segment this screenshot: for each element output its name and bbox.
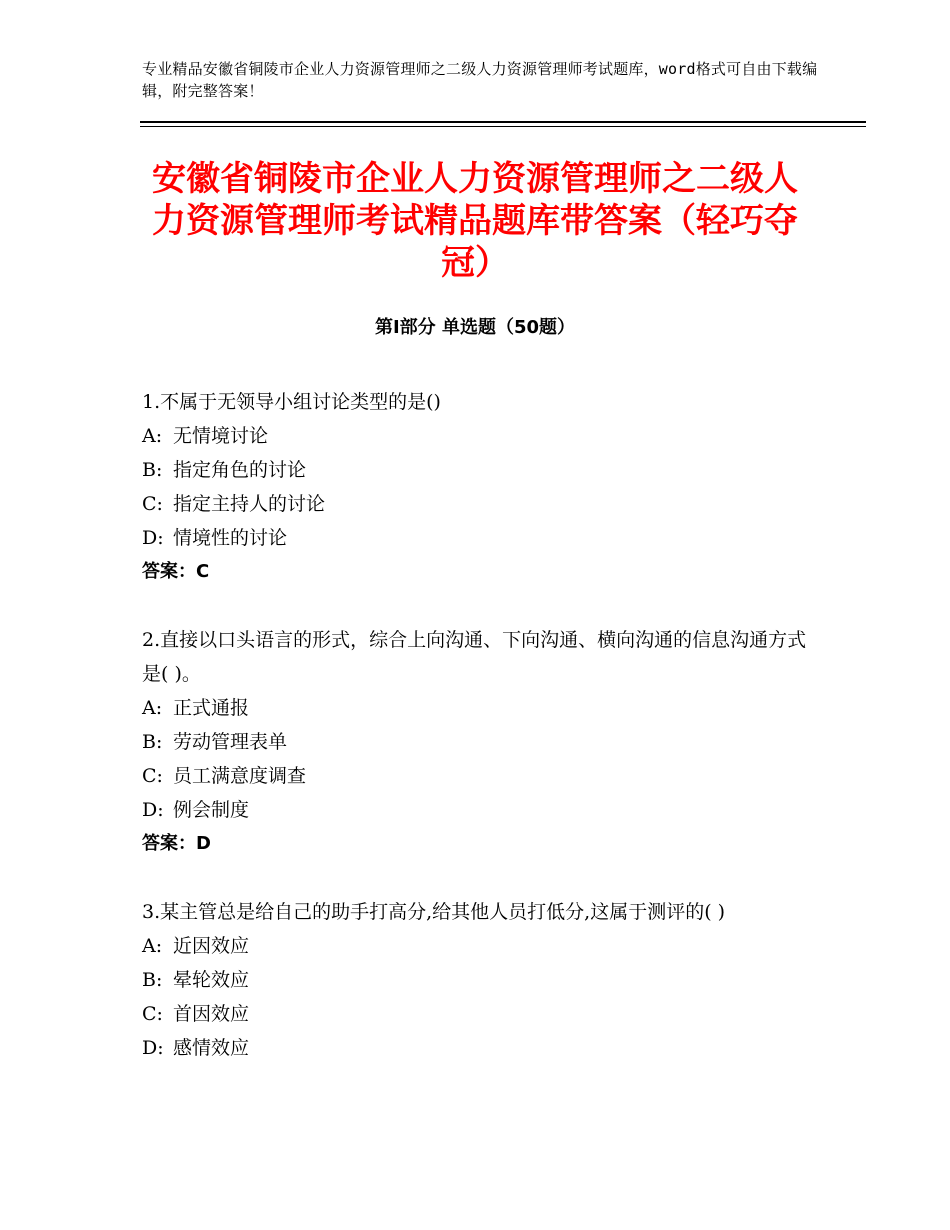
option-text: 首因效应 [173,1003,250,1025]
section-title: 第Ⅰ部分 单选题（50题） [374,317,575,338]
option-c [142,997,812,1031]
option-key: D: [142,1037,164,1059]
question-3 [142,895,812,1065]
option-text: 指定角色的讨论 [173,459,307,481]
option-text: 劳动管理表单 [173,731,288,753]
option-key: A: [142,425,163,447]
option-key: C: [142,765,163,787]
question-stem: 1.不属于无领导小组讨论类型的是() [142,391,441,413]
option-d [142,793,812,827]
answer-line [142,827,812,861]
option-text: 感情效应 [173,1037,250,1059]
answer-value: C [196,561,210,582]
option-b [142,453,812,487]
option-key: B: [142,459,163,481]
header-rule-thin [140,126,866,127]
option-key: B: [142,731,163,753]
option-key: C: [142,1003,163,1025]
option-c [142,759,812,793]
option-a [142,419,812,453]
answer-label: 答案： [142,833,196,854]
header-note: 专业精品安徽省铜陵市企业人力资源管理师之二级人力资源管理师考试题库，word格式可自由下载编辑，附完整答案！ [142,60,818,100]
option-text: 无情境讨论 [173,425,269,447]
question-stem: 2.直接以口头语言的形式，综合上向沟通、下向沟通、横向沟通的信息沟通方式是( )。 [142,629,807,685]
answer-line [142,555,812,589]
option-b [142,963,812,997]
option-text: 例会制度 [173,799,250,821]
option-text: 正式通报 [173,697,250,719]
option-key: D: [142,799,164,821]
option-a [142,929,812,963]
option-d [142,1031,812,1065]
option-a [142,691,812,725]
question-2 [142,623,812,861]
option-text: 员工满意度调查 [173,765,307,787]
answer-value: D [196,833,211,854]
option-text: 近因效应 [173,935,250,957]
question-stem: 3.某主管总是给自己的助手打高分,给其他人员打低分,这属于测评的( ) [142,901,726,923]
option-b [142,725,812,759]
option-d [142,521,812,555]
option-key: B: [142,969,163,991]
header-rule-thick [140,121,866,123]
option-key: C: [142,493,163,515]
document-title: 安徽省铜陵市企业人力资源管理师之二级人力资源管理师考试精品题库带答案（轻巧夺冠） [152,159,798,283]
option-text: 晕轮效应 [173,969,250,991]
question-1 [142,385,812,589]
answer-label: 答案： [142,561,196,582]
option-key: A: [142,935,163,957]
option-key: D: [142,527,164,549]
question-list [142,385,812,1099]
option-c [142,487,812,521]
option-text: 指定主持人的讨论 [173,493,326,515]
option-text: 情境性的讨论 [173,527,288,549]
option-key: A: [142,697,163,719]
